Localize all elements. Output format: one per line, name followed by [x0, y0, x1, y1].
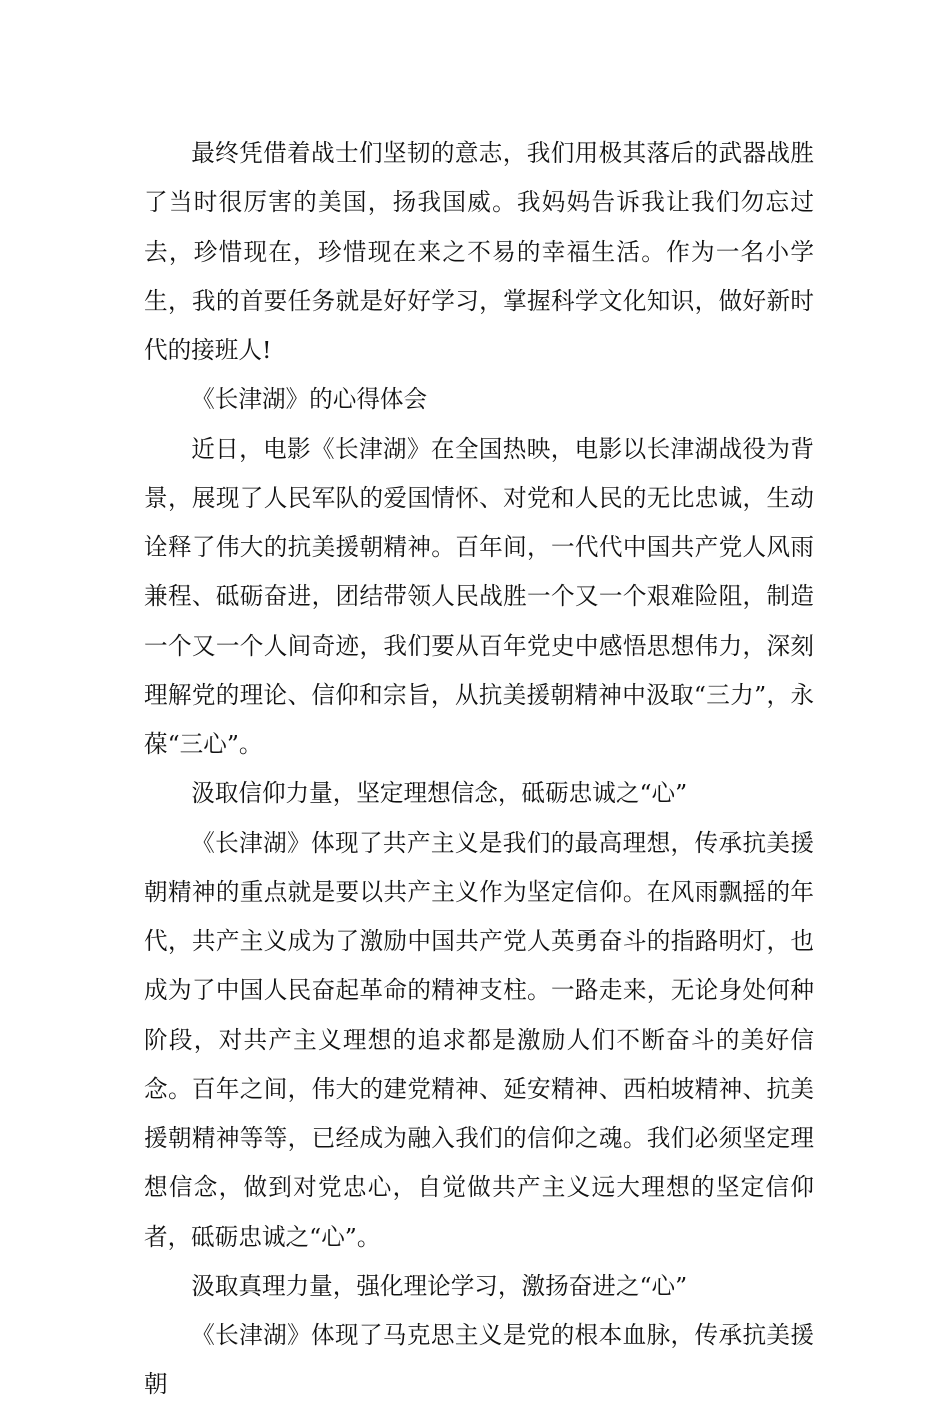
section-heading-faith: 汲取信仰力量，坚定理想信念，砥砺忠诚之“心” — [191, 779, 688, 808]
paragraph-truth: 《长津湖》体现了马克思主义是党的根本血脉，传承抗美援朝 — [144, 1321, 814, 1399]
paragraph-faith: 《长津湖》体现了共产主义是我们的最高理想，传承抗美援朝精神的重点就是要以共产主义作为坚定信仰。在风雨飘摇的年代，共产主义成为了激励中国共产党人英勇奋斗的指路明灯，也成为了中国人民奋起革命的精神支柱。一路走来，无论身处何种阶段，对共产主义理想的追求都是激励人们不断奋斗的美好信念。百年之间，伟大的建党精神、延安精神、西柏坡精神、抗美援朝精神等等，已经成为融入我们的信仰之魂。我们必须坚定理想信念，做到对党忠心，自觉做共产主义远大理想的坚定信仰者，砥砺忠诚之“心”。 — [144, 828, 814, 1251]
paragraph-closing-reflection: 最终凭借着战士们坚韧的意志，我们用极其落后的武器战胜了当时很厉害的美国，扬我国威。我妈妈告诉我让我们勿忘过去，珍惜现在，珍惜现在来之不易的幸福生活。作为一名小学生，我的首要任务就是好好学习，掌握科学文化知识，做好新时代的接班人! — [144, 139, 814, 364]
article-body — [144, 129, 814, 1410]
section-heading-truth: 汲取真理力量，强化理论学习，激扬奋进之“心” — [191, 1271, 688, 1300]
paragraph-intro: 近日，电影《长津湖》在全国热映，电影以长津湖战役为背景，展现了人民军队的爱国情怀、对党和人民的无比忠诚，生动诠释了伟大的抗美援朝精神。百年间，一代代中国共产党人风雨兼程、砥砺奋进，团结带领人民战胜一个又一个艰难险阻，制造一个又一个人间奇迹，我们要从百年党史中感悟思想伟力，深刻理解党的理论、信仰和宗旨，从抗美援朝精神中汲取“三力”，永葆“三心”。 — [144, 434, 814, 758]
article-title: 《长津湖》的心得体会 — [191, 385, 428, 414]
